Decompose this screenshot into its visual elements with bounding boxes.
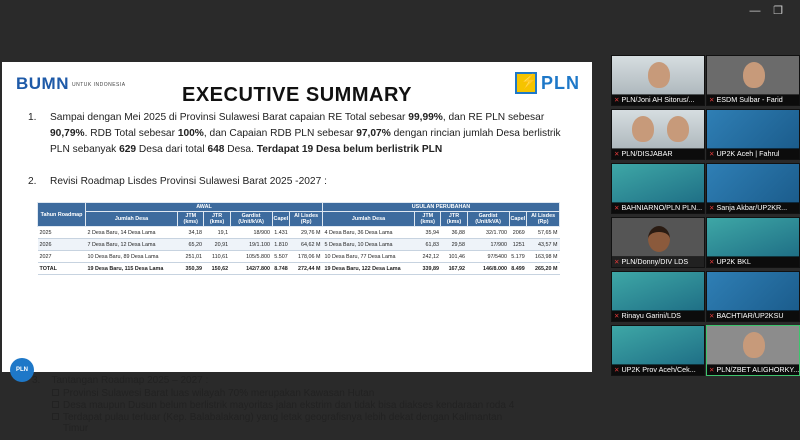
table-header-cell: AI Lisdes (Rp) bbox=[527, 212, 560, 227]
table-cell: 19 Desa Baru, 122 Desa Lama bbox=[322, 263, 414, 275]
summary-point-1: 1. Sampai dengan Mei 2025 di Provinsi Sulawesi Barat capaian RE Total sebesar 99,99%, dan RE PLN sebesar 90,79%. RDB Total sebesar 100%, dan Capaian RDB PLN sebesar 97,07% dengan rincian jumlah Desa berlistrik PLN sebanyak 629 Desa dari total 648 Desa. Terdapat 19 Desa belum berlistrik PLN bbox=[28, 112, 561, 155]
table-header-cell: Gardist (Unit/kVA) bbox=[230, 212, 272, 227]
table-header-cell: JTM (kms) bbox=[414, 212, 440, 227]
participant-tile[interactable]: ✕ BACHTIAR/UP2KSU bbox=[706, 271, 800, 322]
table-cell: 272,44 M bbox=[290, 263, 323, 275]
table-cell: 105/5.800 bbox=[230, 251, 272, 263]
table-cell: 2027 bbox=[38, 251, 86, 263]
table-row bbox=[38, 239, 560, 251]
participant-tile[interactable]: ✕ PLN/DISJABAR bbox=[611, 109, 705, 160]
table-cell: 1.431 bbox=[272, 227, 290, 239]
table-cell: 5.507 bbox=[272, 251, 290, 263]
table-header-cell: Jumlah Desa bbox=[322, 212, 414, 227]
table-cell: 251,01 bbox=[178, 251, 204, 263]
table-header-cell: Jumlah Desa bbox=[86, 212, 178, 227]
participant-tile[interactable]: ✕ PLN/Donny/DIV LDS bbox=[611, 217, 705, 268]
group-usulan: USULAN PERUBAHAN bbox=[322, 203, 559, 212]
table-header-cell: Gardist (Unit/kVA) bbox=[467, 212, 509, 227]
participant-tile[interactable]: ✕ ESDM Sulbar - Farid bbox=[706, 55, 800, 106]
table-cell: 61,83 bbox=[414, 239, 440, 251]
table-cell: 8.748 bbox=[272, 263, 290, 275]
table-cell: 19,1 bbox=[204, 227, 230, 239]
table-header-cell: Capel bbox=[272, 212, 290, 227]
table-cell: 110,61 bbox=[204, 251, 230, 263]
table-cell: 2026 bbox=[38, 239, 86, 251]
challenge-item: Provinsi Sulawesi Barat luas wilayah 70% merupakan Kawasan Hutan bbox=[52, 388, 572, 399]
table-row bbox=[38, 227, 560, 239]
mic-muted-icon: ✕ bbox=[709, 313, 715, 320]
participant-tile[interactable]: ✕ PLN/Joni AH Sitorus/... bbox=[611, 55, 705, 106]
table-cell: 97/5400 bbox=[467, 251, 509, 263]
pln-logo: ⚡ PLN bbox=[515, 72, 580, 94]
mic-muted-icon: ✕ bbox=[709, 259, 715, 266]
participant-tile[interactable]: ✕ Sanja Akbar/UP2KR... bbox=[706, 163, 800, 214]
table-cell: 4 Desa Baru, 36 Desa Lama bbox=[322, 227, 414, 239]
table-cell: 142/7.800 bbox=[230, 263, 272, 275]
table-cell: 65,20 bbox=[178, 239, 204, 251]
table-cell: 29,58 bbox=[441, 239, 467, 251]
checkbox-bullet-icon bbox=[52, 389, 59, 396]
table-total-row bbox=[38, 263, 560, 275]
table-cell: 20,91 bbox=[204, 239, 230, 251]
summary-point-3: 3. Tantangan Roadmap 2025 – 2027 : bbox=[32, 375, 209, 386]
col-tahun: Tahun Roadmap bbox=[38, 203, 86, 227]
table-cell: 167,92 bbox=[441, 263, 467, 275]
participant-tile[interactable]: ✕ UP2K Aceh | Fahrul bbox=[706, 109, 800, 160]
table-cell: 10 Desa Baru, 89 Desa Lama bbox=[86, 251, 178, 263]
mic-muted-icon: ✕ bbox=[614, 205, 620, 212]
mic-muted-icon: ✕ bbox=[614, 259, 620, 266]
table-cell: 163,98 M bbox=[527, 251, 560, 263]
table-cell: 1.810 bbox=[272, 239, 290, 251]
shared-screen bbox=[2, 62, 592, 434]
table-cell: 5 Desa Baru, 10 Desa Lama bbox=[322, 239, 414, 251]
minimize-icon[interactable]: — bbox=[749, 5, 761, 17]
pln-badge: PLN bbox=[10, 358, 34, 382]
table-cell: 339,89 bbox=[414, 263, 440, 275]
checkbox-bullet-icon bbox=[52, 413, 59, 420]
challenge-item-cont: Timur bbox=[63, 423, 89, 434]
table-header-cell: JTR (kms) bbox=[204, 212, 230, 227]
table-cell: TOTAL bbox=[38, 263, 86, 275]
table-cell: 36,88 bbox=[441, 227, 467, 239]
table-header-cell: Capel bbox=[509, 212, 527, 227]
table-cell: 17/900 bbox=[467, 239, 509, 251]
restore-icon[interactable]: ❐ bbox=[773, 5, 783, 17]
table-cell: 178,06 M bbox=[290, 251, 323, 263]
participant-tile[interactable]: ✕ UP2K Prov Aceh/Cek... bbox=[611, 325, 705, 376]
table-cell: 2 Desa Baru, 14 Desa Lama bbox=[86, 227, 178, 239]
table-cell: 18/900 bbox=[230, 227, 272, 239]
window-topbar bbox=[0, 0, 800, 22]
roadmap-table bbox=[37, 202, 560, 275]
table-cell: 57,65 M bbox=[527, 227, 560, 239]
challenge-item: Desa maupun Dusun belum berlistrik mayoritas jalan ekstrim dan tidak bisa diakses kendaraan roda 4 bbox=[52, 400, 572, 411]
table-cell: 10 Desa Baru, 77 Desa Lama bbox=[322, 251, 414, 263]
challenge-item: Terdapat pulau terluar (Kep. Balabalakang) yang letak geografisnya lebih dekat dengan Kalimantan bbox=[52, 412, 572, 423]
table-cell: 29,76 M bbox=[290, 227, 323, 239]
table-cell: 265,20 M bbox=[527, 263, 560, 275]
table-cell: 8.499 bbox=[509, 263, 527, 275]
table-header-cell: JTM (kms) bbox=[178, 212, 204, 227]
table-cell: 34,18 bbox=[178, 227, 204, 239]
table-row bbox=[38, 251, 560, 263]
mic-muted-icon: ✕ bbox=[614, 97, 620, 104]
table-cell: 101,46 bbox=[441, 251, 467, 263]
table-cell: 64,62 M bbox=[290, 239, 323, 251]
mic-muted-icon: ✕ bbox=[709, 97, 715, 104]
table-cell: 350,39 bbox=[178, 263, 204, 275]
bumn-logo: BUMN UNTUK INDONESIA bbox=[16, 74, 126, 93]
summary-point-2: 2. Revisi Roadmap Lisdes Provinsi Sulawesi Barat 2025 -2027 : bbox=[28, 176, 327, 187]
table-cell: 1251 bbox=[509, 239, 527, 251]
table-cell: 19/1.100 bbox=[230, 239, 272, 251]
table-cell: 2069 bbox=[509, 227, 527, 239]
mic-muted-icon: ✕ bbox=[614, 367, 620, 374]
participant-tile[interactable]: ✕ BAHNIARNO/PLN PLN... bbox=[611, 163, 705, 214]
participant-tile-active[interactable]: ✕ PLN/ZBET ALIGHORKY... bbox=[706, 325, 800, 376]
mic-muted-icon: ✕ bbox=[709, 205, 715, 212]
table-cell: 150,62 bbox=[204, 263, 230, 275]
table-cell: 2025 bbox=[38, 227, 86, 239]
table-cell: 19 Desa Baru, 115 Desa Lama bbox=[86, 263, 178, 275]
table-header-cell: AI Lisdes (Rp) bbox=[290, 212, 323, 227]
table-cell: 43,57 M bbox=[527, 239, 560, 251]
mic-muted-icon: ✕ bbox=[614, 313, 620, 320]
checkbox-bullet-icon bbox=[52, 401, 59, 408]
participant-tile[interactable]: ✕ Rinayu Garini/LDS bbox=[611, 271, 705, 322]
group-awal: AWAL bbox=[86, 203, 323, 212]
mic-muted-icon: ✕ bbox=[709, 367, 715, 374]
table-cell: 146/8.000 bbox=[467, 263, 509, 275]
slide-title: EXECUTIVE SUMMARY bbox=[181, 84, 412, 106]
table-cell: 35,94 bbox=[414, 227, 440, 239]
participant-tile[interactable]: ✕ UP2K BKL bbox=[706, 217, 800, 268]
mic-muted-icon: ✕ bbox=[614, 151, 620, 158]
mic-muted-icon: ✕ bbox=[709, 151, 715, 158]
table-cell: 242,12 bbox=[414, 251, 440, 263]
table-header-cell: JTR (kms) bbox=[441, 212, 467, 227]
table-cell: 7 Desa Baru, 12 Desa Lama bbox=[86, 239, 178, 251]
table-cell: 32/1.700 bbox=[467, 227, 509, 239]
table-cell: 5.179 bbox=[509, 251, 527, 263]
